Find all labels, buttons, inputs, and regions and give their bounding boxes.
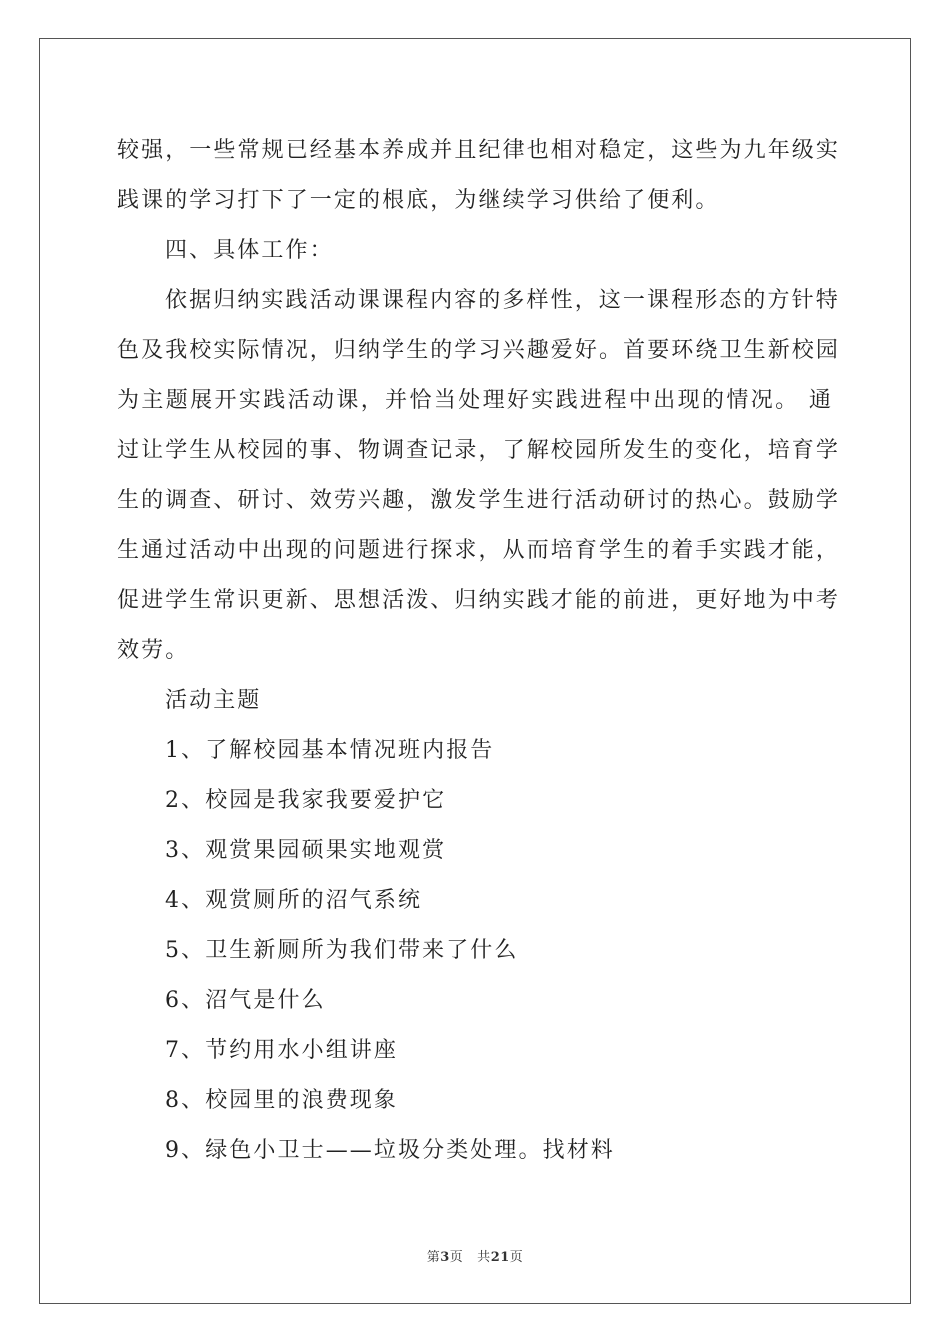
page-prefix: 第 — [426, 1250, 441, 1265]
section-heading — [117, 226, 833, 276]
activity-heading — [117, 676, 833, 726]
list-item: 1、了解校园基本情况班内报告 — [165, 738, 495, 763]
paragraph-line: 依据归纳实践活动课课程内容的多样性，这一课程形态的方针特 — [165, 288, 840, 313]
section-heading-text: 四、具体工作： — [165, 238, 334, 263]
paragraph-line: 效劳。 — [117, 638, 190, 663]
paragraph-line: 较强，一些常规已经基本养成并且纪律也相对稳定，这些为九年级实 — [117, 138, 841, 163]
list-item: 4、观赏厕所的沼气系统 — [165, 888, 423, 913]
paragraph-line: 生通过活动中出现的问题进行探求，从而培育学生的着手实践才能， — [117, 538, 841, 563]
list-item: 7、节约用水小组讲座 — [165, 1038, 398, 1063]
activity-heading-text: 活动主题 — [165, 688, 262, 713]
paragraph-line: 生的调查、研讨、效劳兴趣，激发学生进行活动研讨的热心。鼓励学 — [117, 488, 841, 513]
page-number: 3 — [440, 1250, 450, 1265]
paragraph-continuation — [117, 126, 841, 226]
paragraph-specific-work — [117, 276, 841, 676]
total-prefix: 共 — [477, 1250, 491, 1265]
paragraph-line: 色及我校实际情况，归纳学生的学习兴趣爱好。首要环绕卫生新校园 — [117, 338, 841, 363]
paragraph-line: 为主题展开实践活动课，并恰当处理好实践进程中出现的情况。 通 — [117, 388, 833, 413]
document-body — [117, 126, 841, 1176]
list-item: 5、卫生新厕所为我们带来了什么 — [165, 938, 519, 963]
list-item: 2、校园是我家我要爱护它 — [165, 788, 447, 813]
paragraph-line: 促进学生常识更新、思想活泼、归纳实践才能的前进，更好地为中考 — [117, 588, 841, 613]
page-suffix: 页 — [449, 1250, 464, 1265]
total-suffix: 页 — [509, 1250, 524, 1265]
list-item: 3、观赏果园硕果实地观赏 — [165, 838, 447, 863]
list-item: 6、沼气是什么 — [165, 988, 326, 1013]
activity-list — [117, 726, 833, 1176]
page-footer — [0, 1246, 950, 1265]
paragraph-line: 过让学生从校园的事、物调查记录，了解校园所发生的变化，培育学 — [117, 438, 841, 463]
list-item: 8、校园里的浪费现象 — [165, 1088, 398, 1113]
paragraph-line: 践课的学习打下了一定的根底，为继续学习供给了便利。 — [117, 188, 720, 213]
total-pages: 21 — [490, 1250, 510, 1265]
list-item: 9、绿色小卫士——垃圾分类处理。找材料 — [165, 1138, 615, 1163]
